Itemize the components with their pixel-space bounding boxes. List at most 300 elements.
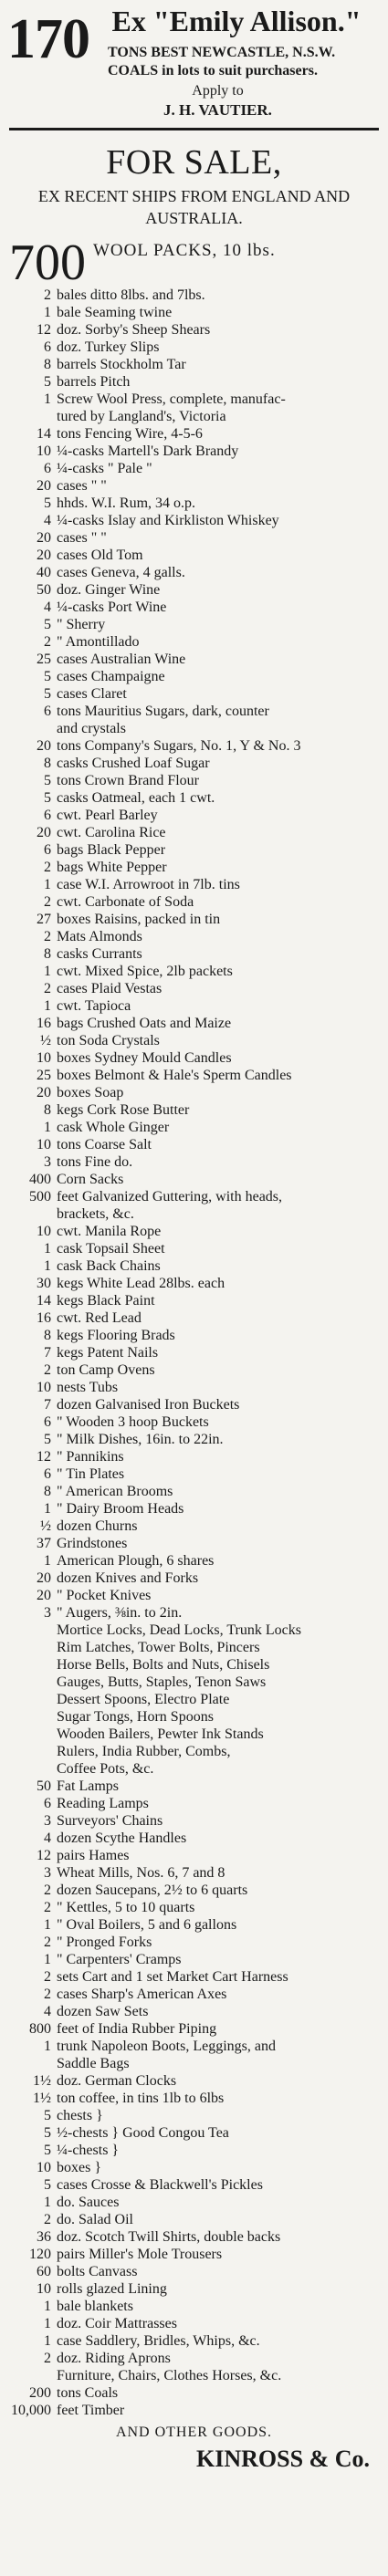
item-description: boxes Belmont & Hale's Sperm Candles <box>57 1068 292 1083</box>
list-item <box>5 1344 383 1361</box>
item-quantity: 30 <box>37 1276 51 1291</box>
item-description: cwt. Red Lead <box>57 1310 142 1326</box>
list-item <box>5 1015 383 1032</box>
item-description: " Oval Boilers, 5 and 6 gallons <box>57 1917 237 1933</box>
item-description: boxes Raisins, packed in tin <box>57 912 221 927</box>
list-item <box>5 997 383 1015</box>
list-item <box>5 1517 383 1535</box>
list-item <box>5 2228 383 2246</box>
item-quantity: 6 <box>44 808 51 823</box>
item-quantity: 7 <box>44 1345 51 1361</box>
item-quantity: 1 <box>44 2299 51 2314</box>
list-item <box>5 2332 383 2350</box>
list-item <box>5 789 383 807</box>
item-quantity: 200 <box>29 2385 51 2401</box>
item-description: Sugar Tongs, Horn Spoons <box>57 1709 214 1725</box>
list-item <box>5 1760 383 1778</box>
list-item <box>5 1049 383 1067</box>
item-quantity: 14 <box>37 1293 51 1309</box>
item-description: ton Camp Ovens <box>57 1362 155 1378</box>
item-quantity: 1 <box>44 2333 51 2349</box>
list-item <box>5 772 383 789</box>
list-item <box>5 1656 383 1674</box>
item-description: tured by Langland's, Victoria <box>57 409 226 424</box>
item-description: feet of India Rubber Piping <box>57 2021 217 2037</box>
list-item <box>5 2384 383 2402</box>
item-quantity: 10 <box>37 2281 51 2297</box>
list-item <box>5 893 383 911</box>
list-item <box>5 1361 383 1379</box>
item-quantity: 8 <box>44 946 51 962</box>
item-description: ton coffee, in tins 1lb to 6lbs <box>57 2091 225 2106</box>
list-item <box>5 1830 383 1847</box>
item-quantity: 1 <box>44 2039 51 2054</box>
item-description: cwt. Carolina Rice <box>57 825 166 840</box>
list-item <box>5 1604 383 1622</box>
list-item <box>5 2315 383 2332</box>
item-quantity: 12 <box>37 322 51 338</box>
list-item <box>5 512 383 529</box>
item-quantity: 1 <box>44 2195 51 2210</box>
item-quantity: 2 <box>44 1882 51 1898</box>
list-item <box>5 339 383 356</box>
list-item <box>5 2072 383 2090</box>
list-item <box>5 1708 383 1726</box>
item-description: cases Old Tom <box>57 548 143 563</box>
list-item <box>5 1275 383 1292</box>
item-quantity: 4 <box>44 1830 51 1846</box>
list-item <box>5 321 383 339</box>
item-description: tons Mauritius Sugars, dark, counter <box>57 704 269 719</box>
item-description: doz. German Clocks <box>57 2073 177 2089</box>
list-item <box>5 1968 383 1986</box>
list-item <box>5 1223 383 1240</box>
item-description: rolls glazed Lining <box>57 2281 167 2297</box>
item-description: Furniture, Chairs, Clothes Horses, &c. <box>57 2368 282 2383</box>
item-description: cwt. Mixed Spice, 2lb packets <box>57 964 233 979</box>
list-item <box>5 1691 383 1708</box>
list-item <box>5 2124 383 2142</box>
list-item <box>5 408 383 425</box>
item-description: cases Plaid Vestas <box>57 981 163 996</box>
list-item <box>5 911 383 928</box>
item-quantity: 5 <box>44 773 51 788</box>
list-item <box>5 824 383 841</box>
list-item <box>5 876 383 893</box>
item-description: brackets, &c. <box>57 1206 134 1222</box>
item-quantity: 6 <box>44 1796 51 1811</box>
list-item <box>5 1067 383 1084</box>
list-item <box>5 859 383 876</box>
list-item <box>5 2038 383 2055</box>
list-item <box>5 651 383 668</box>
item-quantity: 20 <box>37 1570 51 1586</box>
coals-line: COALS in lots to suit purchasers. <box>108 63 318 78</box>
item-quantity: 10 <box>37 2160 51 2175</box>
item-quantity: ½ <box>40 1518 51 1534</box>
list-item <box>5 1448 383 1465</box>
list-item <box>5 443 383 460</box>
item-description: cases Crosse & Blackwell's Pickles <box>57 2177 263 2193</box>
list-item <box>5 1916 383 1934</box>
item-description: " Milk Dishes, 16in. to 22in. <box>57 1432 224 1447</box>
item-quantity: 20 <box>37 548 51 563</box>
item-description: do. Sauces <box>57 2195 120 2210</box>
item-description: dozen Saw Sets <box>57 2004 149 2019</box>
list-item <box>5 1032 383 1049</box>
list-item <box>5 1986 383 2003</box>
list-item <box>5 2090 383 2107</box>
item-quantity: 2 <box>44 1969 51 1985</box>
item-description: chests } <box>57 2108 103 2123</box>
item-quantity: 5 <box>44 1432 51 1447</box>
item-quantity: 5 <box>44 686 51 702</box>
item-quantity: 20 <box>37 530 51 546</box>
item-description: " Pannikins <box>57 1449 124 1465</box>
item-quantity: 1 <box>44 391 51 407</box>
item-quantity: 1½ <box>33 2091 51 2106</box>
item-description: Rim Latches, Tower Bolts, Pincers <box>57 1640 260 1655</box>
item-description: Wheat Mills, Nos. 6, 7 and 8 <box>57 1865 225 1881</box>
item-quantity: 6 <box>44 842 51 858</box>
merchant-signature: KINROSS & Co. <box>196 2446 370 2472</box>
item-description: dozen Churns <box>57 1518 138 1534</box>
item-quantity: 500 <box>29 1189 51 1205</box>
item-quantity: 1 <box>44 877 51 892</box>
item-quantity: 5 <box>44 669 51 684</box>
list-item <box>5 1570 383 1587</box>
list-item <box>5 2367 383 2384</box>
list-item <box>5 1552 383 1570</box>
item-quantity: 20 <box>37 738 51 754</box>
item-quantity: 6 <box>44 1414 51 1430</box>
item-quantity: 2 <box>44 2212 51 2227</box>
item-description: ¼-casks Islay and Kirkliston Whiskey <box>57 513 279 528</box>
item-quantity: 2 <box>44 2351 51 2366</box>
list-item <box>5 2263 383 2280</box>
list-item <box>5 2107 383 2124</box>
item-quantity: 1 <box>44 1501 51 1517</box>
item-quantity: 1 <box>44 305 51 320</box>
item-description: cases Geneva, 4 galls. <box>57 565 185 580</box>
list-item <box>5 1812 383 1830</box>
item-quantity: 1 <box>44 998 51 1014</box>
list-item <box>5 2298 383 2315</box>
list-item <box>5 373 383 391</box>
list-item <box>5 599 383 616</box>
item-description: " Dairy Broom Heads <box>57 1501 184 1517</box>
list-item <box>5 1864 383 1882</box>
item-description: Gauges, Butts, Staples, Tenon Saws <box>57 1674 267 1690</box>
item-description: Reading Lamps <box>57 1796 149 1811</box>
item-quantity: 6 <box>44 704 51 719</box>
item-description: bags Crushed Oats and Maize <box>57 1016 232 1031</box>
item-description: barrels Pitch <box>57 374 131 390</box>
item-description: casks Currants <box>57 946 142 962</box>
list-item <box>5 287 383 304</box>
item-description: " American Brooms <box>57 1484 173 1499</box>
item-description: Surveyors' Chains <box>57 1813 163 1829</box>
list-item <box>5 460 383 477</box>
item-description: cases Champaigne <box>57 669 165 684</box>
item-quantity: ½ <box>40 1033 51 1048</box>
item-description: tons Crown Brand Flour <box>57 773 199 788</box>
item-quantity: 120 <box>29 2247 51 2262</box>
item-description: Mats Almonds <box>57 929 142 944</box>
item-quantity: 3 <box>44 1605 51 1621</box>
list-item <box>5 668 383 685</box>
coal-tonnage: 170 <box>7 8 89 70</box>
agent-name: J. H. VAUTIER. <box>163 101 272 119</box>
list-item <box>5 1413 383 1431</box>
item-quantity: 1 <box>44 1241 51 1257</box>
item-quantity: 2 <box>44 1900 51 1915</box>
apply-line: Apply to <box>192 83 244 99</box>
list-item <box>5 2020 383 2038</box>
item-description: kegs Flooring Brads <box>57 1328 175 1343</box>
list-item <box>5 1205 383 1223</box>
list-item <box>5 1674 383 1691</box>
list-item <box>5 616 383 633</box>
item-description: dozen Scythe Handles <box>57 1830 187 1846</box>
item-description: hhds. W.I. Rum, 34 o.p. <box>57 495 196 511</box>
item-quantity: 7 <box>44 1397 51 1413</box>
list-item <box>5 1309 383 1327</box>
item-quantity: 27 <box>37 912 51 927</box>
item-description: barrels Stockholm Tar <box>57 357 186 372</box>
item-description: case W.I. Arrowroot in 7lb. tins <box>57 877 240 892</box>
item-quantity: 1 <box>44 1952 51 1967</box>
list-item <box>5 547 383 564</box>
list-item <box>5 807 383 824</box>
item-quantity: 16 <box>37 1016 51 1031</box>
list-item <box>5 2402 383 2419</box>
item-description: Corn Sacks <box>57 1172 124 1187</box>
item-description: ½-chests } Good Congou Tea <box>57 2125 229 2141</box>
item-quantity: 1½ <box>33 2073 51 2089</box>
list-item <box>5 2003 383 2020</box>
item-description: bale blankets <box>57 2299 133 2314</box>
list-item <box>5 391 383 408</box>
item-quantity: 2 <box>44 287 51 303</box>
item-quantity: 400 <box>29 1172 51 1187</box>
item-description: cases Australian Wine <box>57 652 186 667</box>
item-quantity: 20 <box>37 825 51 840</box>
item-description: ¼-casks Port Wine <box>57 600 167 615</box>
item-quantity: 25 <box>37 1068 51 1083</box>
list-item <box>5 1465 383 1483</box>
list-item <box>5 304 383 321</box>
item-quantity: 36 <box>37 2229 51 2245</box>
item-description: boxes } <box>57 2160 102 2175</box>
item-quantity: 800 <box>29 2021 51 2037</box>
item-description: trunk Napoleon Boots, Leggings, and <box>57 2039 276 2054</box>
item-quantity: 50 <box>37 1778 51 1794</box>
item-description: Grindstones <box>57 1536 128 1551</box>
item-description: cwt. Carbonate of Soda <box>57 894 194 910</box>
item-description: " Sherry <box>57 617 106 632</box>
item-description: Wooden Bailers, Pewter Ink Stands <box>57 1726 264 1742</box>
item-description: doz. Coir Mattrasses <box>57 2316 177 2331</box>
item-description: dozen Galvanised Iron Buckets <box>57 1397 240 1413</box>
list-item <box>5 963 383 980</box>
item-description: cases Sharp's American Axes <box>57 1987 227 2002</box>
item-quantity: 8 <box>44 756 51 771</box>
item-description: bale Seaming twine <box>57 305 173 320</box>
list-item <box>5 2246 383 2263</box>
item-quantity: 10,000 <box>11 2403 51 2418</box>
item-description: ton Soda Crystals <box>57 1033 160 1048</box>
item-description: and crystals <box>57 721 126 736</box>
list-item <box>5 1951 383 1968</box>
list-item <box>5 529 383 547</box>
item-quantity: 10 <box>37 443 51 459</box>
list-item <box>5 1899 383 1916</box>
item-quantity: 14 <box>37 426 51 442</box>
item-description: feet Timber <box>57 2403 125 2418</box>
list-item <box>5 1327 383 1344</box>
item-description: doz. Sorby's Sheep Shears <box>57 322 211 338</box>
lead-item-row <box>5 235 383 291</box>
list-item <box>5 1292 383 1309</box>
item-description: casks Crushed Loaf Sugar <box>57 756 210 771</box>
list-item <box>5 2176 383 2194</box>
list-item <box>5 703 383 720</box>
goods-list <box>5 235 383 2419</box>
item-quantity: 6 <box>44 1466 51 1482</box>
tons-line: TONS BEST NEWCASTLE, N.S.W. <box>108 45 336 60</box>
ship-name-line: Ex "Emily Allison." <box>111 5 362 37</box>
item-quantity: 5 <box>44 374 51 390</box>
item-description: tons Company's Sugars, No. 1, Y & No. 3 <box>57 738 301 754</box>
item-quantity: 5 <box>44 2143 51 2158</box>
item-description: bales ditto 8lbs. and 7lbs. <box>57 287 205 303</box>
list-item <box>5 1379 383 1396</box>
item-description: cwt. Manila Rope <box>57 1224 162 1239</box>
item-quantity: 20 <box>37 478 51 494</box>
divider-rule <box>9 128 379 130</box>
item-quantity: 37 <box>37 1536 51 1551</box>
item-description: " Wooden 3 hoop Buckets <box>57 1414 209 1430</box>
list-item <box>5 1084 383 1101</box>
item-description: cask Topsail Sheet <box>57 1241 165 1257</box>
list-item <box>5 1587 383 1604</box>
item-description: tons Coarse Salt <box>57 1137 152 1152</box>
item-description: doz. Scotch Twill Shirts, double backs <box>57 2229 281 2245</box>
item-description: Rulers, India Rubber, Combs, <box>57 1744 231 1759</box>
item-description: bags Black Pepper <box>57 842 166 858</box>
item-quantity: 2 <box>44 1362 51 1378</box>
item-description: Saddle Bags <box>57 2056 130 2071</box>
list-item <box>5 737 383 755</box>
item-quantity: 1 <box>44 1120 51 1135</box>
sale-heading: FOR SALE, <box>106 143 282 182</box>
list-item <box>5 1101 383 1119</box>
list-item <box>5 685 383 703</box>
item-description: " Pronged Forks <box>57 1935 152 1950</box>
item-quantity: 1 <box>44 1917 51 1933</box>
list-item <box>5 1726 383 1743</box>
item-description: " Tin Plates <box>57 1466 125 1482</box>
item-description: boxes Sydney Mould Candles <box>57 1050 232 1066</box>
item-description: Dessert Spoons, Electro Plate <box>57 1692 230 1707</box>
list-item <box>5 425 383 443</box>
item-description: pairs Hames <box>57 1848 130 1863</box>
item-quantity: 2 <box>44 894 51 910</box>
item-description: kegs Patent Nails <box>57 1345 159 1361</box>
item-quantity: 8 <box>44 1484 51 1499</box>
sale-subheading-line-1: EX RECENT SHIPS FROM ENGLAND AND <box>37 187 351 205</box>
item-description: ¼-casks Martell's Dark Brandy <box>57 443 239 459</box>
item-description: doz. Turkey Slips <box>57 339 160 355</box>
list-item <box>5 2350 383 2367</box>
item-description: pairs Miller's Mole Trousers <box>57 2247 223 2262</box>
list-item <box>5 1240 383 1257</box>
list-item <box>5 1136 383 1153</box>
list-item <box>5 980 383 997</box>
item-quantity: 8 <box>44 1328 51 1343</box>
item-description: doz. Riding Aprons <box>57 2351 171 2366</box>
item-description: American Plough, 6 shares <box>57 1553 215 1569</box>
list-item <box>5 1622 383 1639</box>
item-description: ¼-casks " Pale " <box>57 461 152 476</box>
item-quantity: 3 <box>44 1813 51 1829</box>
list-item <box>5 1119 383 1136</box>
list-item <box>5 1483 383 1500</box>
item-quantity: 3 <box>44 1865 51 1881</box>
item-quantity: 20 <box>37 1085 51 1100</box>
item-description: kegs Cork Rose Butter <box>57 1102 190 1118</box>
list-item <box>5 581 383 599</box>
item-description: dozen Knives and Forks <box>57 1570 199 1586</box>
item-description: cwt. Tapioca <box>57 998 131 1014</box>
item-description: " Pocket Knives <box>57 1588 152 1603</box>
item-quantity: 4 <box>44 2004 51 2019</box>
item-description: " Kettles, 5 to 10 quarts <box>57 1900 195 1915</box>
item-description: kegs White Lead 28lbs. each <box>57 1276 225 1291</box>
list-item <box>5 1847 383 1864</box>
list-item <box>5 1188 383 1205</box>
item-quantity: 10 <box>37 1224 51 1239</box>
list-item <box>5 1778 383 1795</box>
list-item <box>5 1257 383 1275</box>
list-item <box>5 564 383 581</box>
item-quantity: 8 <box>44 1102 51 1118</box>
list-item <box>5 477 383 495</box>
item-description: doz. Ginger Wine <box>57 582 161 598</box>
list-item <box>5 633 383 651</box>
list-item <box>5 1639 383 1656</box>
item-quantity: 1 <box>44 2316 51 2331</box>
list-item <box>5 2280 383 2298</box>
item-description: cases Claret <box>57 686 127 702</box>
item-quantity: 4 <box>44 513 51 528</box>
item-quantity: 2 <box>44 1935 51 1950</box>
item-quantity: 700 <box>9 235 86 291</box>
sale-subheading-line-2: AUSTRALIA. <box>145 209 243 227</box>
list-item <box>5 495 383 512</box>
item-quantity: 2 <box>44 929 51 944</box>
list-item <box>5 356 383 373</box>
list-item <box>5 1795 383 1812</box>
item-description: " Amontillado <box>57 634 140 650</box>
item-quantity: 10 <box>37 1050 51 1066</box>
item-quantity: 1 <box>44 1258 51 1274</box>
closing-line: AND OTHER GOODS. <box>115 2425 273 2440</box>
item-quantity: 4 <box>44 600 51 615</box>
list-item <box>5 1934 383 1951</box>
item-description: cwt. Pearl Barley <box>57 808 158 823</box>
